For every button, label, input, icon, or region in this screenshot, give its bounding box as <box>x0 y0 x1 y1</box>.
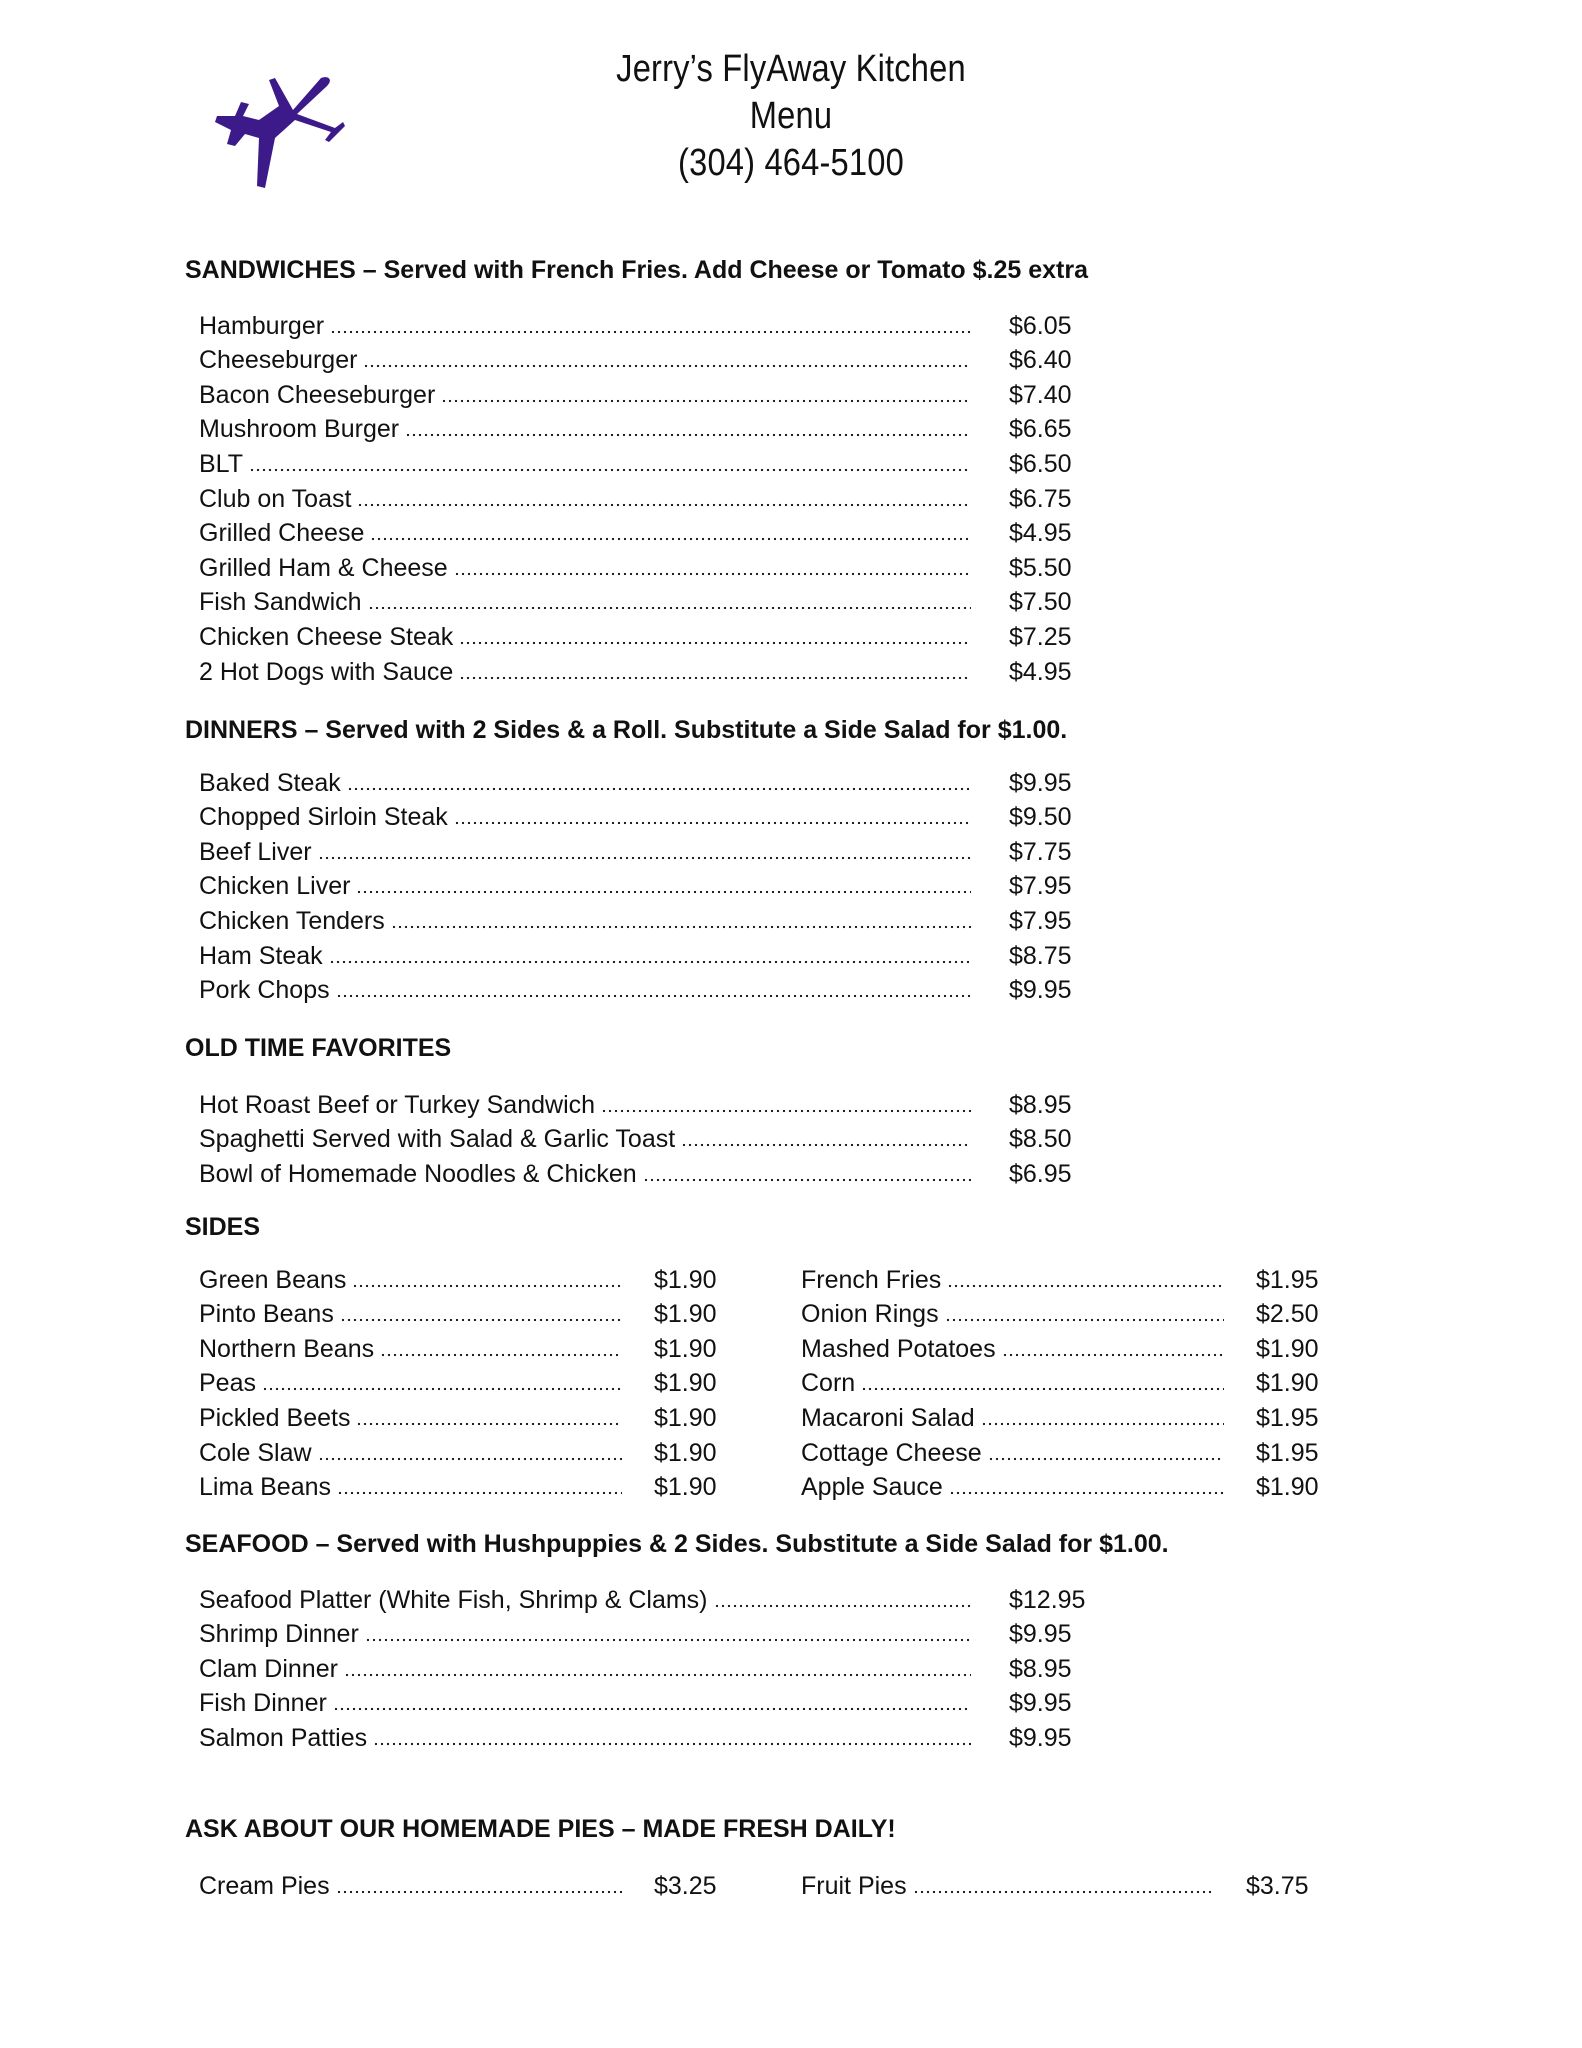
menu-item-price: $1.90 <box>654 1403 717 1432</box>
menu-item-price: $9.95 <box>1009 976 1072 1005</box>
dot-leader <box>441 382 971 404</box>
sides-right-list <box>801 1260 1331 1502</box>
menu-item-name: Pork Chops <box>199 976 330 1005</box>
menu-item-name: Peas <box>199 1369 256 1398</box>
dot-leader <box>861 1370 1224 1392</box>
dot-leader <box>370 520 971 542</box>
menu-item-row <box>199 1468 729 1503</box>
dot-leader <box>363 347 971 369</box>
sandwiches-heading: SANDWICHES – Served with French Fries. Add Cheese or Tomato $.25 extra <box>185 256 1089 284</box>
menu-item-name: Baked Steak <box>199 768 341 797</box>
menu-item-row <box>199 479 1104 514</box>
menu-item-name: Hamburger <box>199 311 325 340</box>
menu-item-price: $7.75 <box>1009 837 1072 866</box>
menu-item-price: $1.90 <box>654 1473 717 1502</box>
menu-item-row <box>199 306 1104 341</box>
menu-item-price: $4.95 <box>1009 519 1072 548</box>
dot-leader <box>344 1656 971 1678</box>
menu-item-row <box>199 763 1104 798</box>
seafood-list <box>199 1580 1104 1753</box>
restaurant-name: Jerry’s FlyAway Kitchen <box>616 48 966 90</box>
menu-item-name: Macaroni Salad <box>801 1403 975 1432</box>
dot-leader <box>913 1873 1214 1895</box>
menu-item-name: Cottage Cheese <box>801 1438 982 1467</box>
menu-item-price: $2.50 <box>1256 1300 1319 1329</box>
menu-item-name: Chicken Tenders <box>199 906 385 935</box>
menu-item-row <box>199 1580 1104 1615</box>
menu-item-name: Cole Slaw <box>199 1438 312 1467</box>
menu-item-row <box>801 1866 1321 1901</box>
menu-item-row <box>199 1364 729 1399</box>
menu-item-name: Hot Roast Beef or Turkey Sandwich <box>199 1090 596 1119</box>
menu-item-price: $1.95 <box>1256 1403 1319 1432</box>
dot-leader <box>352 1267 622 1289</box>
menu-item-row <box>199 1329 729 1364</box>
menu-item-name: Onion Rings <box>801 1300 939 1329</box>
menu-item-price: $8.50 <box>1009 1125 1072 1154</box>
menu-item-price: $7.95 <box>1009 906 1072 935</box>
menu-item-row <box>199 1649 1104 1684</box>
menu-item-price: $6.40 <box>1009 346 1072 375</box>
pies-right-list <box>801 1866 1321 1901</box>
dot-leader <box>380 1336 622 1358</box>
menu-item-price: $1.90 <box>1256 1473 1319 1502</box>
menu-item-price: $6.75 <box>1009 484 1072 513</box>
menu-item-name: Grilled Cheese <box>199 519 365 548</box>
menu-item-price: $6.05 <box>1009 311 1072 340</box>
menu-item-name: Grilled Ham & Cheese <box>199 553 448 582</box>
menu-item-price: $8.95 <box>1009 1090 1072 1119</box>
menu-item-row <box>199 798 1104 833</box>
menu-item-price: $1.90 <box>654 1334 717 1363</box>
dot-leader <box>336 1873 622 1895</box>
menu-item-row <box>199 514 1104 549</box>
dot-leader <box>601 1092 971 1114</box>
dot-leader <box>340 1301 622 1323</box>
menu-item-row <box>199 1433 729 1468</box>
menu-item-row <box>199 444 1104 479</box>
menu-item-price: $9.95 <box>1009 1620 1072 1649</box>
favorites-heading: OLD TIME FAVORITES <box>185 1034 452 1062</box>
dot-leader <box>1002 1336 1224 1358</box>
sandwiches-list <box>199 306 1104 687</box>
menu-item-row <box>801 1433 1331 1468</box>
dot-leader <box>262 1370 622 1392</box>
seafood-heading: SEAFOOD – Served with Hushpuppies & 2 Sides. Substitute a Side Salad for $1.00. <box>185 1530 1169 1558</box>
menu-item-price: $1.90 <box>654 1438 717 1467</box>
menu-item-name: BLT <box>199 449 243 478</box>
menu-item-row <box>199 375 1104 410</box>
menu-item-row <box>801 1295 1331 1330</box>
menu-item-price: $3.75 <box>1246 1871 1309 1900</box>
menu-item-price: $8.75 <box>1009 941 1072 970</box>
menu-item-name: 2 Hot Dogs with Sauce <box>199 657 454 686</box>
menu-item-name: Chopped Sirloin Steak <box>199 803 448 832</box>
menu-item-name: Pickled Beets <box>199 1403 351 1432</box>
menu-item-name: Ham Steak <box>199 941 323 970</box>
menu-item-name: Cream Pies <box>199 1871 330 1900</box>
menu-item-row <box>199 971 1104 1006</box>
dot-leader <box>945 1301 1224 1323</box>
menu-item-row <box>199 617 1104 652</box>
menu-item-name: Shrimp Dinner <box>199 1620 359 1649</box>
menu-item-price: $9.95 <box>1009 1723 1072 1752</box>
menu-item-row <box>199 1718 1104 1753</box>
menu-item-row <box>199 1866 729 1901</box>
menu-item-row <box>199 936 1104 971</box>
dot-leader <box>949 1474 1224 1496</box>
menu-item-row <box>199 867 1104 902</box>
dot-leader <box>459 624 971 646</box>
sides-heading: SIDES <box>185 1213 261 1241</box>
dot-leader <box>333 1690 971 1712</box>
dot-leader <box>330 313 971 335</box>
menu-item-price: $7.50 <box>1009 588 1072 617</box>
dot-leader <box>336 977 971 999</box>
dot-leader <box>329 943 971 965</box>
menu-header <box>0 46 1582 187</box>
dot-leader <box>356 873 971 895</box>
pies-heading: ASK ABOUT OUR HOMEMADE PIES – MADE FRESH DAILY! <box>185 1815 896 1843</box>
dot-leader <box>337 1474 622 1496</box>
menu-item-row <box>199 901 1104 936</box>
menu-item-name: Northern Beans <box>199 1334 375 1363</box>
menu-item-price: $3.25 <box>654 1871 717 1900</box>
menu-item-price: $6.50 <box>1009 449 1072 478</box>
menu-item-price: $6.95 <box>1009 1159 1072 1188</box>
dot-leader <box>454 804 971 826</box>
menu-item-row <box>199 1120 1104 1155</box>
menu-item-price: $8.95 <box>1009 1654 1072 1683</box>
menu-item-name: Mushroom Burger <box>199 415 400 444</box>
menu-item-name: Beef Liver <box>199 837 312 866</box>
menu-item-name: Cheeseburger <box>199 346 358 375</box>
menu-item-row <box>199 1260 729 1295</box>
dot-leader <box>318 1440 622 1462</box>
dot-leader <box>365 1621 971 1643</box>
dot-leader <box>318 839 971 861</box>
menu-item-name: Chicken Liver <box>199 872 351 901</box>
menu-item-row <box>199 1615 1104 1650</box>
menu-item-price: $9.95 <box>1009 768 1072 797</box>
dot-leader <box>681 1126 971 1148</box>
menu-item-name: Clam Dinner <box>199 1654 338 1683</box>
menu-item-row <box>801 1329 1331 1364</box>
menu-item-name: Fruit Pies <box>801 1871 907 1900</box>
menu-item-name: Mashed Potatoes <box>801 1334 996 1363</box>
menu-item-price: $7.25 <box>1009 622 1072 651</box>
menu-item-row <box>801 1398 1331 1433</box>
dot-leader <box>357 486 971 508</box>
menu-item-row <box>199 1154 1104 1189</box>
dinners-list <box>199 763 1104 1005</box>
menu-item-price: $1.90 <box>1256 1334 1319 1363</box>
menu-item-name: Bowl of Homemade Noodles & Chicken <box>199 1159 637 1188</box>
dot-leader <box>368 589 971 611</box>
menu-item-price: $9.50 <box>1009 803 1072 832</box>
menu-item-name: Chicken Cheese Steak <box>199 622 454 651</box>
dot-leader <box>988 1440 1224 1462</box>
dot-leader <box>249 451 971 473</box>
dot-leader <box>356 1405 622 1427</box>
dot-leader <box>454 555 971 577</box>
menu-item-name: Fish Dinner <box>199 1689 327 1718</box>
pies-left-list <box>199 1866 729 1901</box>
menu-item-name: Apple Sauce <box>801 1473 943 1502</box>
menu-item-price: $1.90 <box>654 1300 717 1329</box>
menu-item-name: Fish Sandwich <box>199 588 362 617</box>
menu-item-name: Green Beans <box>199 1265 347 1294</box>
menu-item-row <box>801 1364 1331 1399</box>
menu-item-price: $9.95 <box>1009 1689 1072 1718</box>
menu-item-row <box>199 341 1104 376</box>
dot-leader <box>459 659 971 681</box>
favorites-list <box>199 1085 1104 1189</box>
menu-item-price: $1.95 <box>1256 1438 1319 1467</box>
menu-item-name: Pinto Beans <box>199 1300 334 1329</box>
menu-item-row <box>199 548 1104 583</box>
menu-item-name: Seafood Platter (White Fish, Shrimp & Clams) <box>199 1585 708 1614</box>
menu-title: Menu <box>749 95 833 137</box>
menu-item-row <box>199 583 1104 618</box>
menu-item-row <box>199 410 1104 445</box>
menu-item-price: $1.95 <box>1256 1265 1319 1294</box>
menu-item-name: French Fries <box>801 1265 942 1294</box>
dot-leader <box>981 1405 1224 1427</box>
menu-item-price: $5.50 <box>1009 553 1072 582</box>
sides-left-list <box>199 1260 729 1502</box>
menu-item-price: $7.40 <box>1009 380 1072 409</box>
menu-item-row <box>199 1085 1104 1120</box>
dinners-heading: DINNERS – Served with 2 Sides & a Roll. Substitute a Side Salad for $1.00. <box>185 716 1068 744</box>
dot-leader <box>347 770 971 792</box>
menu-item-price: $7.95 <box>1009 872 1072 901</box>
menu-item-row <box>199 652 1104 687</box>
dot-leader <box>405 416 971 438</box>
menu-item-price: $6.65 <box>1009 415 1072 444</box>
menu-item-price: $4.95 <box>1009 657 1072 686</box>
dot-leader <box>373 1725 971 1747</box>
menu-item-name: Salmon Patties <box>199 1723 368 1752</box>
dot-leader <box>643 1161 971 1183</box>
menu-item-name: Club on Toast <box>199 484 352 513</box>
menu-item-name: Corn <box>801 1369 856 1398</box>
menu-item-price: $1.90 <box>654 1265 717 1294</box>
menu-item-row <box>199 1684 1104 1719</box>
menu-item-row <box>199 1398 729 1433</box>
dot-leader <box>947 1267 1224 1289</box>
menu-item-row <box>199 1295 729 1330</box>
menu-item-name: Spaghetti Served with Salad & Garlic Toast <box>199 1125 676 1154</box>
menu-item-name: Lima Beans <box>199 1473 332 1502</box>
menu-item-row <box>801 1260 1331 1295</box>
menu-item-price: $12.95 <box>1009 1585 1086 1614</box>
menu-item-name: Bacon Cheeseburger <box>199 380 436 409</box>
menu-item-price: $1.90 <box>1256 1369 1319 1398</box>
menu-item-row <box>199 832 1104 867</box>
dot-leader <box>391 908 971 930</box>
phone-number: (304) 464-5100 <box>678 142 904 184</box>
menu-item-row <box>801 1468 1331 1503</box>
menu-item-price: $1.90 <box>654 1369 717 1398</box>
dot-leader <box>714 1587 972 1609</box>
